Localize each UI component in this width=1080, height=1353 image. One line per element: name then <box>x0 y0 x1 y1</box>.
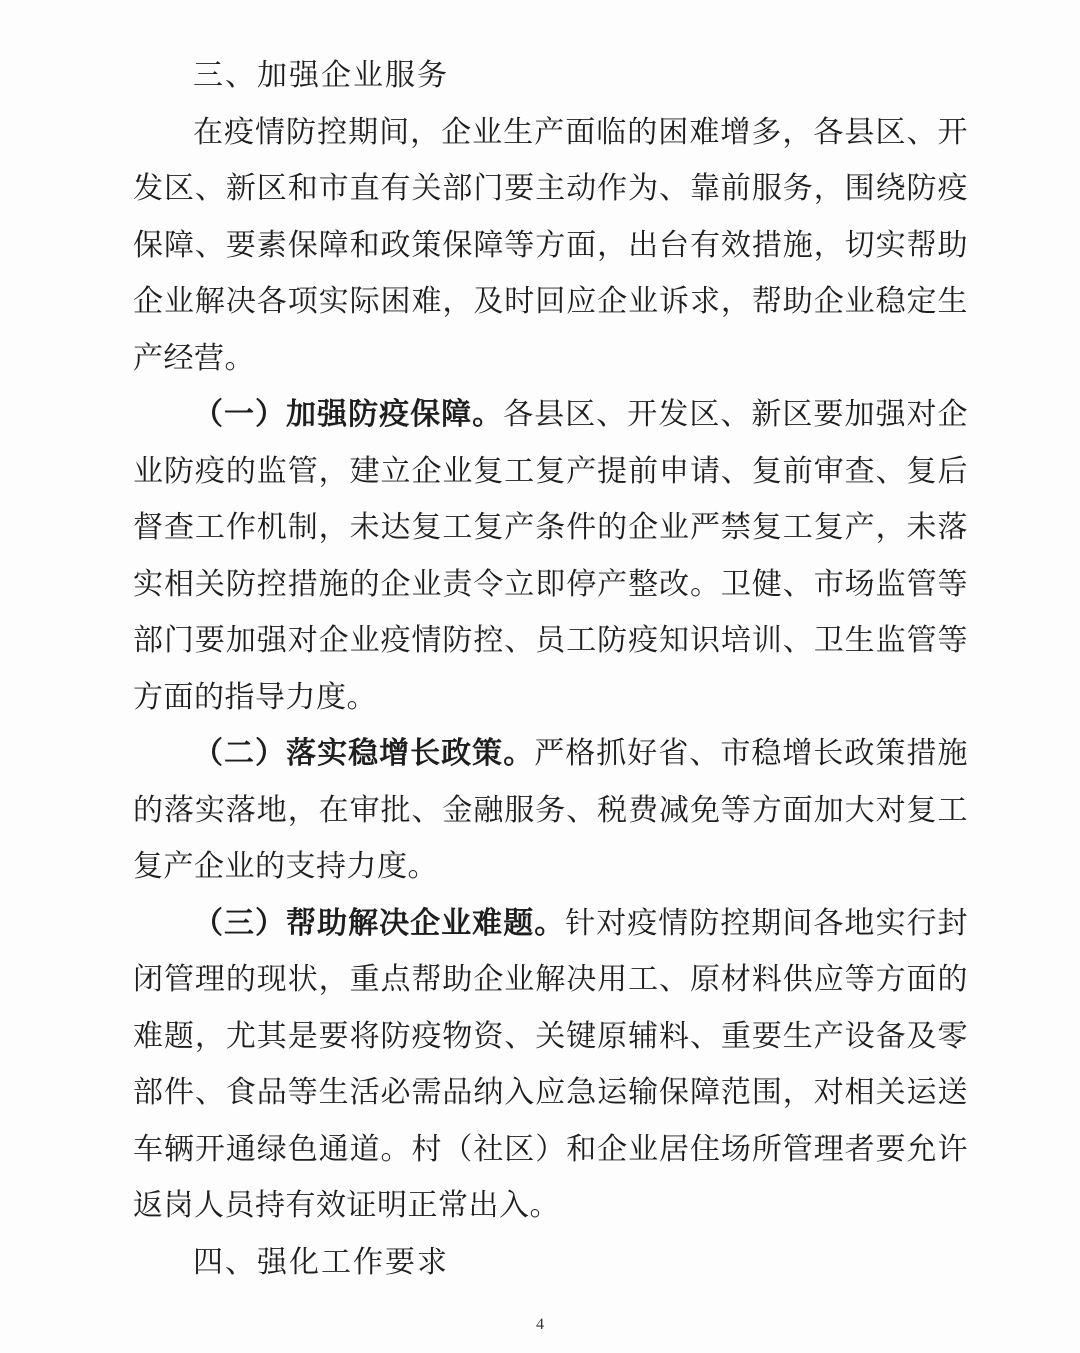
item-body-1: 各县区、开发区、新区要加强对企业防疫的监管，建立企业复工复产提前申请、复前审查、复后督查工作机制，未达复工复产条件的企业严禁复工复产，未落实相关防控措施的企业责令立即停产整改。卫健、市场监管等部门要加强对企业疫情防控、员工防疫知识培训、卫生监管等方面的指导力度。 <box>133 397 969 715</box>
item-body-2: 严格抓好省、市稳增长政策措施的落实落地，在审批、金融服务、税费减免等方面加大对复工复产企业的支持力度。 <box>133 736 969 884</box>
page-number: 4 <box>536 1316 544 1333</box>
document-body <box>133 48 968 1291</box>
item-lead-3: （三）帮助解决企业难题。 <box>193 905 566 941</box>
item-lead-2: （二）落实稳增长政策。 <box>193 736 535 771</box>
section-heading-four: 四、强化工作要求 <box>193 1244 449 1280</box>
section-heading-three: 三、加强企业服务 <box>193 58 449 93</box>
item-paragraph-2 <box>133 726 968 896</box>
item-lead-1: （一）加强防疫保障。 <box>193 397 504 432</box>
section-intro-paragraph: 在疫情防控期间，企业生产面临的困难增多，各县区、开发区、新区和市直有关部门要主动作为、靠前服务，围绕防疫保障、要素保障和政策保障等方面，出台有效措施，切实帮助企业解决各项实际困难，及时回应企业诉求，帮助企业稳定生产经营。 <box>133 114 968 376</box>
item-body-3: 针对疫情防控期间各地实行封闭管理的现状，重点帮助企业解决用工、原材料供应等方面的难题，尤其是要将防疫物资、关键原辅料、重要生产设备及零部件、食品等生活必需品纳入应急运输保障范围，对相关运送车辆开通绿色通道。村（社区）和企业居住场所管理者要允许返岗人员持有效证明正常出入。 <box>133 905 968 1223</box>
item-paragraph-3 <box>133 896 968 1235</box>
item-paragraph-1 <box>133 387 968 726</box>
